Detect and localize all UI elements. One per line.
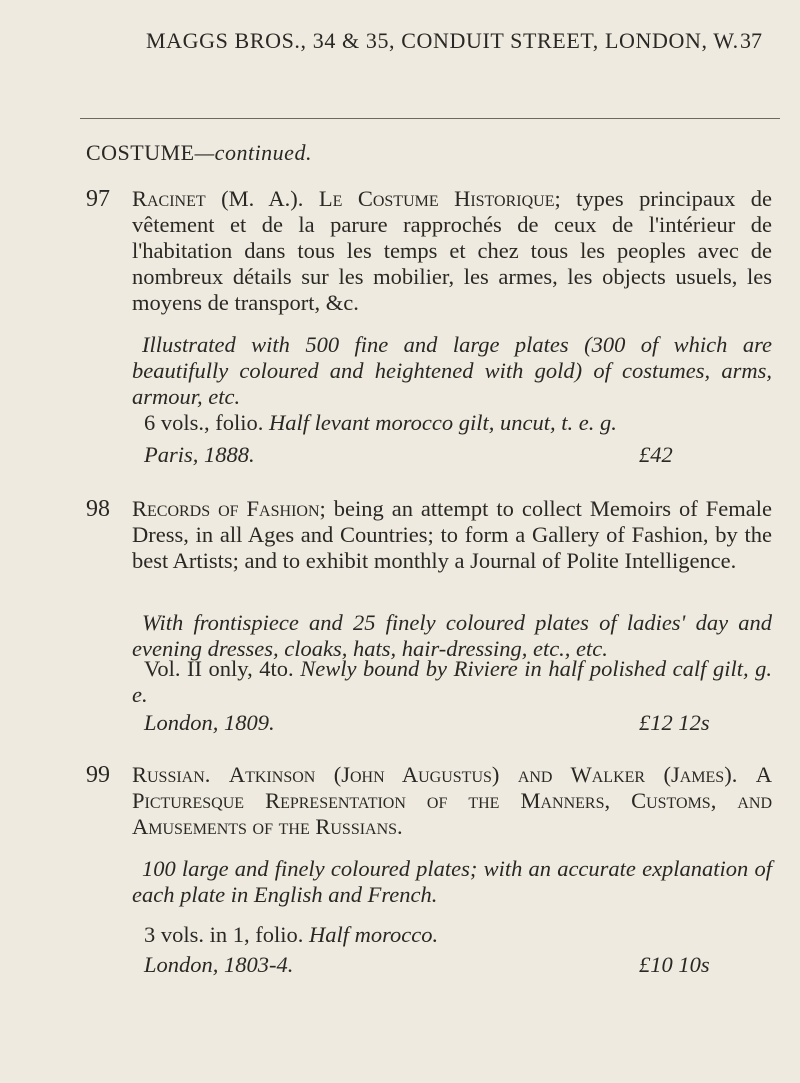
entry-format <box>144 410 617 436</box>
entry-title: Records of Fashion; <box>132 496 326 521</box>
entry-imprint: London, 1809. <box>144 710 275 735</box>
entry-imprint: Paris, 1888. <box>144 442 255 467</box>
entry-binding: Newly bound by Riviere in half polished calf gilt, g. e. <box>132 656 772 707</box>
entry-description <box>132 186 772 316</box>
entry-price: £10 10s <box>639 952 710 977</box>
entry-author: Racinet (M. A.). <box>132 186 304 211</box>
entry-title: A Picturesque Representation of the Manners, Customs, and Amusements of the Russians. <box>132 762 773 839</box>
entry-price: £12 12s <box>639 710 710 735</box>
entry-format-plain: 6 vols., folio. <box>144 410 264 435</box>
section-continued: —continued. <box>194 140 312 165</box>
entry-description <box>132 762 772 840</box>
entry-imprint: London, 1803-4. <box>144 952 294 977</box>
entry-description-text: being an attempt to collect Memoirs of Female Dress, in all Ages and Countries; to form a Gallery of Fashion, by the best Artists; and to exhibit monthly a Journal of Polite Intelligence. <box>132 496 772 573</box>
entry-number: 97 <box>86 186 110 212</box>
entry-illustrations: 100 large and finely coloured plates; with an accurate explanation of each plate in English and French. <box>132 856 772 907</box>
entry-illustrations: With frontispiece and 25 finely coloured plates of ladies' day and evening dresses, cloaks, hats, hair-dressing, etc., etc. <box>132 610 772 661</box>
entry-number: 99 <box>86 762 110 788</box>
entry-author: Atkinson (John Augustus) and Walker (James). <box>228 762 738 787</box>
entry-binding: Half morocco. <box>309 922 439 947</box>
entry-illustrations: Illustrated with 500 fine and large plates (300 of which are beautifully coloured and heightened with gold) of costumes, arms, armour, etc. <box>132 332 772 409</box>
entry-description-text: types principaux de vêtement et de la parure rapprochés de ceux de l'intérieur de l'habitation dans tous les temps et chez tous les peoples avec de nombreux détails sur les mobilier, les armes, les objects usuels, les moyens de transport, &c. <box>132 186 773 315</box>
entry-price: £42 <box>639 442 673 467</box>
entry-format <box>144 922 438 948</box>
entry-number: 98 <box>86 496 110 522</box>
page-number: 37 <box>740 28 762 53</box>
section-heading <box>86 140 312 166</box>
entry-subject: Russian. <box>132 762 211 787</box>
publisher-address: MAGGS BROS., 34 & 35, CONDUIT STREET, LONDON, W. <box>146 28 739 53</box>
header-rule <box>80 118 780 119</box>
entry-binding: Half levant morocco gilt, uncut, t. e. g. <box>269 410 617 435</box>
entry-format-plain: 3 vols. in 1, folio. <box>144 922 304 947</box>
entry-title: Le Costume Historique; <box>318 186 561 211</box>
section-title: COSTUME <box>86 140 195 165</box>
entry-description <box>132 496 772 574</box>
running-header <box>0 26 800 66</box>
entry-format <box>132 656 772 708</box>
entry-format-plain: Vol. II only, 4to. <box>144 656 294 681</box>
